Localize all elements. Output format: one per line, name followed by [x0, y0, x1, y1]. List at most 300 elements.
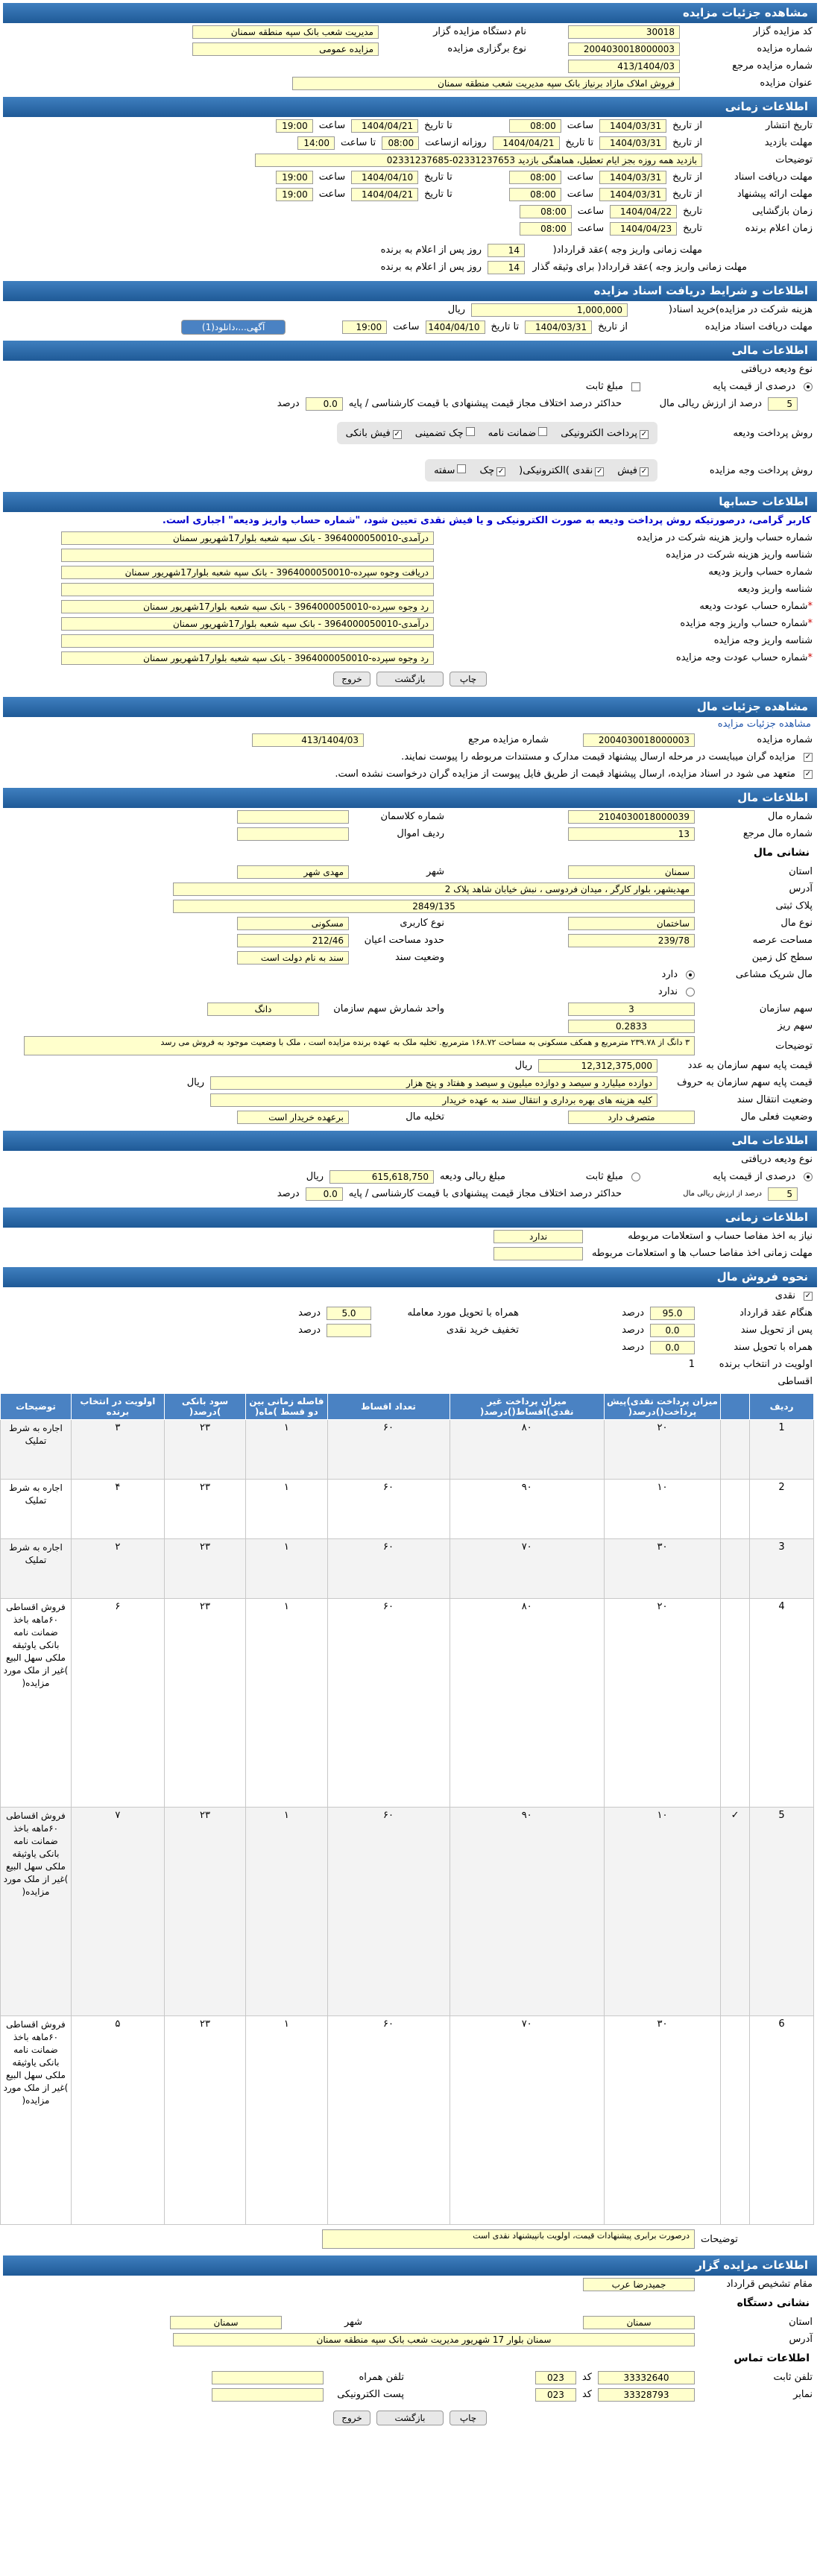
- table-cell: 2: [750, 1480, 814, 1539]
- base-price-unit: ریال: [514, 1060, 532, 1071]
- area-field: 239/78: [568, 934, 695, 947]
- after2-label: همراه با تحویل سند: [734, 1342, 813, 1353]
- row-acc5: [3, 598, 817, 615]
- acc1-label: شماره حساب واریز هزینه شرکت در مزایده: [637, 532, 813, 543]
- transfer-label: وضعیت انتقال سند: [737, 1094, 813, 1105]
- row-radio8: [3, 1168, 817, 1185]
- table-cell: ۳۰: [604, 2016, 720, 2225]
- table-cell: ۲۳: [164, 1480, 245, 1539]
- table-cell: ۲: [71, 1539, 164, 1599]
- row-recv: [3, 318, 817, 335]
- mobile-label: تلفن همراه: [359, 2372, 404, 2383]
- hour-label: ساعت: [318, 120, 346, 131]
- address-label: آدرس: [789, 2334, 813, 2345]
- auction-details-link[interactable]: مشاهده جزئیات مزایده: [717, 719, 811, 730]
- transfer-field: کلیه هزینه های بهره برداری و انتقال سند به عهده خریدار: [210, 1093, 657, 1107]
- attach-docs-note: مزایده گران میبایست در مرحله ارسال پیشنهاد قیمت مدارک و مستندات مربوطه را پیوست نمایند.: [401, 751, 795, 763]
- print-button[interactable]: چاپ: [450, 672, 487, 686]
- table-cell: 4: [750, 1599, 814, 1808]
- price-pay-group: [425, 459, 657, 482]
- table-cell: ۱: [246, 1599, 327, 1808]
- table-cell: اجاره به شرط تملیک: [1, 1420, 72, 1480]
- section-header-asset-time: اطلاعات زمانی: [3, 1208, 817, 1228]
- from-label: از تاریخ: [672, 189, 702, 200]
- recv-label: مهلت دریافت اسناد مزایده: [704, 321, 813, 332]
- deposit-opt-cheque[interactable]: [415, 427, 475, 439]
- col-header: [721, 1394, 750, 1420]
- auction-no-field: 2004030018000003: [568, 42, 680, 56]
- row-type: [3, 915, 817, 932]
- row-code: [3, 23, 817, 40]
- option-label: چک تضمینی: [414, 428, 464, 439]
- table-cell: اجاره به شرط تملیک: [1, 1539, 72, 1599]
- row-org-addr: [3, 2331, 817, 2348]
- asset-desc-label: توضیحات: [775, 1040, 813, 1052]
- org-address-title: نشانی دستگاه: [737, 2297, 810, 2309]
- row-floor: [3, 949, 817, 966]
- row-partner: [3, 966, 817, 983]
- visit-daily-time-field: 08:00: [382, 136, 419, 150]
- cash-label: نقدی: [775, 1290, 795, 1301]
- fax-label: نمابر: [793, 2389, 813, 2400]
- docs-from-field: 1404/03/31: [599, 171, 666, 184]
- pct-label: درصدی از قیمت پایه: [713, 1171, 795, 1182]
- auction-no-field: 2004030018000003: [583, 733, 695, 747]
- recv-from-field: 1404/03/31: [525, 321, 592, 334]
- auth-label: مقام تشخیص قرارداد: [726, 2279, 813, 2290]
- table-cell: فروش اقساطی ۶۰ماهه باخذ ضمانت نامه بانکی یاوثیقه ملکی سهل البیع )غیر از ملک مورد مزایده(: [1, 2016, 72, 2225]
- max-diff-unit: درصد: [277, 398, 300, 409]
- deposit-opt-guarantee[interactable]: [488, 427, 548, 439]
- table-row: [1, 1808, 814, 2016]
- desc-label: توضیحات: [775, 154, 813, 165]
- need-label: نیاز به اخذ مفاصا حساب و استعلامات مربوطه: [628, 1231, 813, 1242]
- table-cell: ۶۰: [327, 1599, 450, 1808]
- subject-field: فروش املاک مازاد برنیاز بانک سپه مدیریت شعب منطقه سمنان: [292, 77, 680, 90]
- docs-to-time-field: 19:00: [276, 171, 313, 184]
- disc-unit: درصد: [298, 1325, 321, 1336]
- sale-desc-field: درصورت برابری پیشنهادات قیمت، اولویت بانپیشنهاد نقدی است: [322, 2229, 695, 2249]
- option-label: نقدی )الکترونیکی(: [519, 464, 593, 476]
- section-header-accounts: اطلاعات حسابها: [3, 492, 817, 512]
- hcon-unit: درصد: [622, 1307, 644, 1319]
- table-cell: ۷۰: [450, 1539, 604, 1599]
- price-opt-promissory[interactable]: [434, 464, 466, 476]
- section-header-time: اطلاعات زمانی: [3, 97, 817, 117]
- publish-from-time-field: 08:00: [509, 119, 561, 133]
- table-cell: ۸۰: [450, 1599, 604, 1808]
- table-cell: 1: [750, 1420, 814, 1480]
- desc-field: بازدید همه روزه بجز ایام تعطیل، هماهنگی بازدید 02331237653-02331237685: [255, 154, 702, 167]
- section-header-financial: اطلاعات مالی: [3, 341, 817, 361]
- table-cell: ۶: [71, 1599, 164, 1808]
- hour-label: ساعت: [577, 223, 605, 234]
- row-acc3: [3, 564, 817, 581]
- acc6-label: شماره حساب واریز وجه مزایده: [680, 618, 808, 629]
- pct-radio-label: درصدی از قیمت پایه: [713, 381, 795, 392]
- price-pay-label: روش پرداخت وجه مزایده: [709, 464, 813, 476]
- row-acc7: [3, 632, 817, 649]
- partner-label: مال شریک مشاعی: [735, 969, 813, 980]
- row-acc2: [3, 546, 817, 564]
- exit-button[interactable]: خروج: [333, 2411, 370, 2425]
- table-cell: ۱: [246, 2016, 327, 2225]
- row-pct8: [3, 1185, 817, 1202]
- from-label: از تاریخ: [672, 171, 702, 183]
- city-field: سمنان: [170, 2316, 282, 2329]
- row-need: [3, 1228, 817, 1245]
- option-label: ضمانت نامه: [488, 428, 537, 439]
- base-text-label: قیمت پایه سهم سازمان به حروف: [677, 1077, 813, 1088]
- check-icon: ✓: [394, 429, 400, 438]
- asset-desc-field: ۳ دانگ از ۲۳۹.۷۸ مترمربع و همکف مسکونی به مساحت ۱۶۸.۷۲ مترمربع. تخلیه ملک به عهده برنده مزایده است ، ملک با وضعیت موجود به فروش می رسد: [24, 1036, 695, 1055]
- section-header-asset-details: مشاهده جزئیات مال: [3, 697, 817, 717]
- acc8-label: شماره حساب عودت وجه مزایده: [675, 652, 808, 663]
- row-addr: [3, 880, 817, 897]
- address-field: سمنان بلوار 17 شهریور مدیریت شعب بانک سپه منطقه سمنان: [173, 2333, 695, 2346]
- type-field: ساختمان: [568, 917, 695, 930]
- row-checkbox[interactable]: [721, 2016, 750, 2225]
- partner-no-radio[interactable]: [686, 988, 695, 997]
- after-label: پس از تحویل سند: [740, 1325, 813, 1336]
- row-subject: [3, 75, 817, 92]
- max-diff-label: حداکثر درصد اختلاف مجاز قیمت پیشنهادی با قیمت کارشناسی / پایه: [348, 1188, 622, 1199]
- offer-to-time-field: 19:00: [276, 188, 313, 201]
- row-deposit-radio: [3, 378, 817, 395]
- asset-ref-field: 13: [568, 827, 695, 841]
- after2-field: 0.0: [650, 1341, 695, 1354]
- row-cost: [3, 301, 817, 318]
- row-number: [3, 40, 817, 57]
- table-cell: اجاره به شرط تملیک: [1, 1480, 72, 1539]
- fixed-radio[interactable]: [631, 1172, 640, 1181]
- table-cell: ۶۰: [327, 1539, 450, 1599]
- daily-from-label: روزانه ازساعت: [425, 137, 487, 148]
- check-icon[interactable]: ✓: [804, 769, 812, 778]
- email-field: [212, 2388, 324, 2402]
- row-acc1: [3, 529, 817, 546]
- check-icon: ✓: [596, 467, 603, 476]
- back-button[interactable]: بازگشت: [376, 2411, 444, 2425]
- build-area-field: 212/46: [237, 934, 349, 947]
- share-small-field: 0.2833: [568, 1020, 695, 1033]
- use-label: نوع کاربری: [400, 918, 444, 929]
- address-label: آدرس: [789, 883, 813, 894]
- row-auth: [3, 2276, 817, 2293]
- installment-table: [0, 1393, 814, 2225]
- plate-label: پلاک ثبتی: [775, 900, 813, 912]
- visit-to-field: 1404/04/21: [493, 136, 560, 150]
- checkbox-icon: [538, 427, 547, 436]
- acc4-label: شناسه واریز ودیعه: [737, 584, 813, 595]
- table-cell: ۲۳: [164, 1420, 245, 1480]
- exit-button[interactable]: خروج: [333, 672, 370, 686]
- table-cell: 6: [750, 2016, 814, 2225]
- accounts-buttons: [3, 666, 817, 692]
- checkbox-icon: [457, 464, 466, 473]
- price-opt-slip[interactable]: [617, 465, 649, 476]
- pay-deadline2-field: 14: [488, 261, 525, 274]
- announce-time-field: 08:00: [520, 222, 572, 236]
- prio-label: اولویت در انتخاب برنده: [719, 1359, 813, 1370]
- acc7-label: شناسه واریز وجه مزایده: [713, 635, 813, 646]
- acc6-field: درآمدی-3964000050010 - بانک سپه شعبه بلوار17شهریور سمنان: [61, 617, 434, 631]
- table-cell: ۷: [71, 1808, 164, 2016]
- installment-title: اقساطی: [778, 1376, 813, 1387]
- visit-label: مهلت بازدید: [764, 137, 813, 148]
- floor-label: سطح کل زمین: [751, 952, 813, 963]
- row-asset-ref: [3, 825, 817, 842]
- auth-field: جمیدرضا عرب: [583, 2278, 695, 2291]
- asset-address-title: نشانی مال: [753, 847, 810, 859]
- evict-field: برعهده خریدار است: [237, 1111, 349, 1124]
- hour-label: ساعت: [567, 189, 594, 200]
- hour-label: ساعت: [567, 120, 594, 131]
- after-unit: درصد: [622, 1325, 644, 1336]
- occupy-field: متصرف دارد: [568, 1111, 695, 1124]
- accounts-notice: کاربر گرامی، درصورتیکه روش پرداخت ودیعه به صورت الکترونیکی و یا فیش نقدی تعیین شود، "شماره حساب واریز ودیعه" اجباری است.: [162, 515, 811, 526]
- table-cell: ۴: [71, 1480, 164, 1539]
- from-label: از تاریخ: [598, 321, 628, 332]
- fax-field: 33328793: [598, 2388, 695, 2402]
- subject-label: عنوان مزایده: [760, 78, 813, 89]
- deposit-opt-electronic[interactable]: [561, 428, 649, 439]
- pct-field: 5: [768, 397, 798, 411]
- row-prio: [3, 1356, 817, 1373]
- amount-field: 615,618,750: [329, 1170, 434, 1184]
- pct-field: 5: [768, 1187, 798, 1201]
- option-label: پرداخت الکترونیکی: [561, 427, 637, 439]
- acc1-field: درآمدی-3964000050010 - بانک سپه شعبه بلوار17شهریور سمنان: [61, 531, 434, 545]
- max-diff-label: حداکثر درصد اختلاف مجاز قیمت پیشنهادی با قیمت کارشناسی / پایه: [348, 398, 622, 409]
- ref-no-label: شماره مزایده مرجع: [732, 60, 813, 72]
- deed-field: سند به نام دولت است: [237, 951, 349, 965]
- share-unit-field: دانگ: [207, 1003, 319, 1016]
- share-field: 3: [568, 1003, 695, 1016]
- row-tel: [3, 2369, 817, 2386]
- section-header-asset-financial: اطلاعات مالی: [3, 1131, 817, 1151]
- required-mark: *: [807, 652, 813, 663]
- table-cell: ۹۰: [450, 1808, 604, 2016]
- acc3-label: شماره حساب واریز ودیعه: [708, 566, 813, 578]
- row-ref: [3, 57, 817, 75]
- hour-label: ساعت: [567, 171, 594, 183]
- row-partner-no: [3, 983, 817, 1000]
- use-field: مسکونی: [237, 917, 349, 930]
- city-field: مهدی شهر: [237, 865, 349, 879]
- to-label: تا تاریخ: [424, 171, 452, 183]
- table-row: [1, 1539, 814, 1599]
- acc3-field: دریافت وجوه سپرده-3964000050010 - بانک سپه شعبه بلوار17شهریور سمنان: [61, 566, 434, 579]
- row-price-pay: [3, 454, 817, 487]
- no-attach-note: متعهد می شود در اسناد مزایده، ارسال پیشنهاد قیمت از طریق فایل پیوست از مزایده گران درخواست نشده است.: [335, 768, 795, 780]
- partner-yes-radio[interactable]: [686, 970, 695, 979]
- share-label: سهم سازمان: [759, 1003, 813, 1014]
- pay-deadline-field: 14: [488, 244, 525, 257]
- yes-label: دارد: [661, 969, 678, 980]
- to-label: تا تاریخ: [491, 321, 520, 332]
- build-area-label: حدود مساحت اعیان: [364, 935, 444, 946]
- tel-code-field: 023: [535, 2371, 576, 2384]
- acc2-label: شناسه واریز هزینه شرکت در مزایده: [666, 549, 813, 561]
- after-field: 0.0: [650, 1324, 695, 1337]
- row-after: [3, 1322, 817, 1339]
- holding-type-label: نوع برگزاری مزایده: [447, 43, 526, 54]
- table-cell: ۱۰: [604, 1808, 720, 2016]
- table-cell: ۲۳: [164, 1539, 245, 1599]
- section-header-asset-info: اطلاعات مال: [3, 788, 817, 808]
- check-icon: ✓: [497, 467, 505, 476]
- table-cell: ۶۰: [327, 1808, 450, 2016]
- deposit-pay-group: [337, 422, 657, 444]
- table-cell: ۲۳: [164, 1599, 245, 1808]
- asset-no-field: 2104030018000039: [568, 810, 695, 824]
- row-checkbox[interactable]: [721, 1420, 750, 1480]
- code-label: کد: [581, 2372, 592, 2383]
- need-field: ندارد: [493, 1230, 583, 1243]
- province-field: سمنان: [568, 865, 695, 879]
- deposit-pay-label: روش پرداخت ودیعه: [733, 427, 813, 439]
- row-asset-auction: [3, 731, 817, 748]
- row-deposit-type: [3, 361, 817, 378]
- price-opt-cash[interactable]: [519, 465, 604, 476]
- required-mark: *: [807, 601, 813, 612]
- check-icon: ✓: [640, 429, 648, 438]
- check-icon[interactable]: ✓: [804, 1291, 812, 1300]
- fixed-label: مبلغ ثابت: [585, 381, 623, 392]
- publish-to-field: 1404/04/21: [351, 119, 418, 133]
- date-label: تاریخ: [683, 206, 702, 217]
- row-after2: [3, 1339, 817, 1356]
- deposit-opt-bank-slip[interactable]: [346, 428, 402, 439]
- from-label: از تاریخ: [672, 120, 702, 131]
- holding-type-field: مزایده عمومی: [192, 42, 379, 56]
- col-header: میزان پرداخت غیر نقدی)اقساط()درصد(: [450, 1394, 604, 1420]
- row-base-text: [3, 1074, 817, 1091]
- row-open: [3, 203, 817, 220]
- table-cell: ۱: [246, 1480, 327, 1539]
- price-opt-cheque[interactable]: [479, 465, 505, 476]
- auction-no-label: شماره مزایده: [757, 734, 813, 745]
- recv-to-time-field: 19:00: [342, 321, 387, 334]
- plate-field: 2849/135: [173, 900, 695, 913]
- hcon-label: هنگام عقد قرارداد: [739, 1307, 813, 1319]
- area-label: مساحت عرصه: [752, 935, 813, 946]
- row-inst-title: [3, 1373, 817, 1390]
- pay-deadline2-suffix: روز پس از اعلام به برنده: [380, 262, 482, 273]
- required-mark: *: [807, 618, 813, 629]
- max-diff-field: 0.0: [306, 1187, 343, 1201]
- row-checkbox[interactable]: [721, 1539, 750, 1599]
- cost-field: 1,000,000: [471, 303, 628, 317]
- time-field: [493, 1247, 583, 1260]
- row-share: [3, 1000, 817, 1017]
- class-label: شماره کلاسمان: [380, 811, 444, 822]
- pct-radio[interactable]: [804, 1172, 813, 1181]
- table-cell: ۱: [246, 1539, 327, 1599]
- row-share-small: [3, 1017, 817, 1035]
- auction-no-label: شماره مزایده: [757, 43, 813, 54]
- pay-deadline-label: مهلت زمانی واریز وجه )عقد قرارداد(: [552, 244, 702, 256]
- ref-no-label: شماره مزایده مرجع: [468, 734, 549, 745]
- announce-label: زمان اعلام برنده: [745, 223, 813, 234]
- cost-label: هزینه شرکت در مزایده)خرید اسناد(: [668, 304, 813, 315]
- email-label: پست الکترونیکی: [337, 2389, 404, 2400]
- asset-no-label: شماره مال: [768, 811, 813, 822]
- floor-field: [568, 951, 695, 965]
- col-header: تعداد اقساط: [327, 1394, 450, 1420]
- no-label: ندارد: [657, 986, 678, 997]
- col-header: اولویت در انتخاب برنده: [71, 1394, 164, 1420]
- auction-code-label: کد مزایده گزار: [753, 26, 813, 37]
- acc8-field: رد وجوه سپرده-3964000050010 - بانک سپه شعبه بلوار17شهریور سمنان: [61, 651, 434, 665]
- ref-no-field: 413/1404/03: [568, 60, 680, 73]
- table-cell: فروش اقساطی ۶۰ماهه باخذ ضمانت نامه بانکی یاوثیقه ملکی سهل البیع )غیر از ملک مورد مزایده(: [1, 1808, 72, 2016]
- address-field: مهدیشهر، بلوار کارگر ، میدان فردوسی ، نبش خیابان شاهد پلاک 2: [173, 883, 695, 896]
- row-transfer: [3, 1091, 817, 1108]
- time-label: مهلت زمانی اخذ مفاصا حساب ها و استعلامات مربوطه: [591, 1248, 813, 1259]
- section-header-auction-details: مشاهده جزئیات مزایده: [3, 3, 817, 23]
- amount-label: مبلغ ریالی ودیعه: [440, 1171, 505, 1182]
- section-header-sale-method: نحوه فروش مال: [3, 1267, 817, 1287]
- row-pct: [3, 395, 817, 412]
- table-cell: ۳۰: [604, 1539, 720, 1599]
- table-row: [1, 1420, 814, 1480]
- row-checkbox[interactable]: [721, 1599, 750, 1808]
- deed-label: وضعیت سند: [394, 952, 444, 963]
- row-fax: [3, 2386, 817, 2403]
- option-label: فیش بانکی: [345, 427, 391, 439]
- publish-label: تاریخ انتشار: [766, 120, 813, 131]
- table-cell: 3: [750, 1539, 814, 1599]
- sale-desc-label: توضیحات: [701, 2233, 738, 2245]
- check-icon[interactable]: ✓: [804, 752, 812, 761]
- row-desc: [3, 151, 817, 168]
- row-pay-deadline: [3, 242, 817, 259]
- pct-radio[interactable]: [804, 382, 813, 391]
- row-sale-desc: [3, 2228, 817, 2250]
- publish-from-field: 1404/03/31: [599, 119, 666, 133]
- to-label: تا تاریخ: [565, 137, 594, 148]
- fixed-label: مبلغ ثابت: [585, 1171, 623, 1182]
- attachment-download-button[interactable]: آگهی...،دانلود(1): [181, 320, 286, 335]
- row-checkbox[interactable]: ✓: [721, 1808, 750, 2016]
- open-date-field: 1404/04/22: [610, 205, 677, 218]
- open-time-field: 08:00: [520, 205, 572, 218]
- tel-field: 33332640: [598, 2371, 695, 2384]
- base-price-label: قیمت پایه سهم سازمان به عدد: [687, 1060, 813, 1071]
- evict-label: تخلیه مال: [406, 1111, 444, 1123]
- after2-unit: درصد: [622, 1342, 644, 1353]
- hour-label: ساعت: [577, 206, 605, 217]
- col-header: توضیحات: [1, 1394, 72, 1420]
- province-label: استان: [789, 2317, 813, 2328]
- table-cell: ۸۰: [450, 1420, 604, 1480]
- tel-label: تلفن ثابت: [773, 2372, 813, 2383]
- fixed-checkbox[interactable]: [631, 382, 640, 391]
- table-row: [1, 1480, 814, 1539]
- acc5-field: رد وجوه سپرده-3964000050010 - بانک سپه شعبه بلوار17شهریور سمنان: [61, 600, 434, 613]
- back-button[interactable]: بازگشت: [376, 672, 444, 686]
- hcon-field: 95.0: [650, 1307, 695, 1320]
- offer-to-field: 1404/04/21: [351, 188, 418, 201]
- publish-to-time-field: 19:00: [276, 119, 313, 133]
- row-acc8: [3, 649, 817, 666]
- table-cell: ۱۰: [604, 1480, 720, 1539]
- row-checkbox[interactable]: [721, 1480, 750, 1539]
- print-button[interactable]: چاپ: [450, 2411, 487, 2425]
- row-time9: [3, 1245, 817, 1262]
